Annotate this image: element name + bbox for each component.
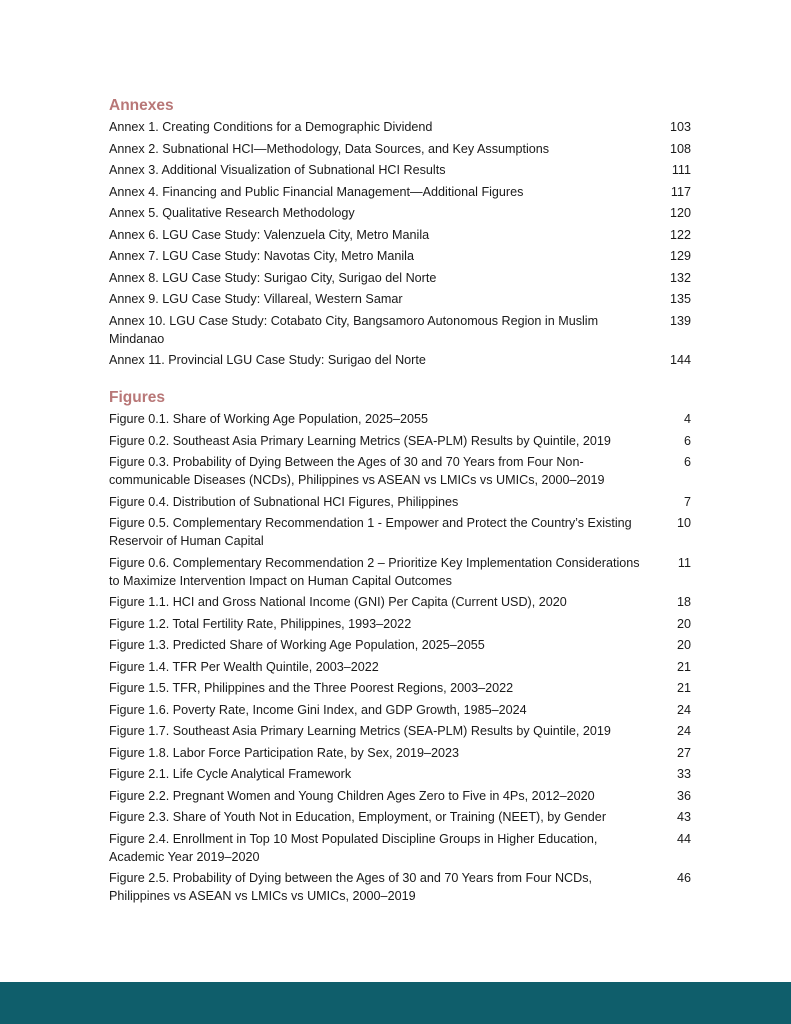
toc-entry[interactable] — [109, 514, 691, 550]
toc-entry[interactable] — [109, 312, 691, 348]
toc-entry-page-number: 120 — [669, 206, 691, 220]
toc-entry[interactable] — [109, 593, 691, 611]
toc-entry[interactable] — [109, 453, 691, 489]
toc-entry[interactable] — [109, 410, 691, 428]
toc-entry[interactable] — [109, 226, 691, 244]
toc-entry-page-number: 36 — [676, 788, 691, 803]
annexes-list — [109, 118, 691, 369]
toc-entry-page-number: 144 — [669, 353, 691, 367]
toc-entry-page-number: 139 — [669, 313, 691, 328]
toc-entry-page-number: 6 — [683, 455, 691, 469]
toc-entry-page-number: 7 — [683, 494, 691, 509]
toc-entry[interactable] — [109, 679, 691, 697]
toc-entry-title: Figure 1.8. Labor Force Participation Rate, by Sex, 2019–2023 — [109, 745, 460, 760]
toc-entry[interactable] — [109, 765, 691, 783]
toc-entry[interactable] — [109, 615, 691, 633]
toc-entry-page-number: 46 — [676, 871, 691, 885]
figures-section — [109, 388, 691, 905]
toc-entry-title: Figure 0.6. Complementary Recommendation 2 – Prioritize Key Implementation Considerations to Maximize Intervention Impact on Human Capital Outcomes — [109, 555, 640, 588]
footer-band — [0, 982, 791, 1024]
toc-entry-title: Figure 0.3. Probability of Dying Between the Ages of 30 and 70 Years from Four Non-communicable Diseases (NCDs), Philippines vs ASEAN vs LMICs vs UMICs, 2000–2019 — [109, 455, 605, 487]
toc-entry[interactable] — [109, 140, 691, 158]
toc-entry[interactable] — [109, 787, 691, 805]
figures-list — [109, 410, 691, 905]
toc-entry-page-number: 108 — [669, 141, 691, 156]
toc-entry-page-number: 43 — [676, 810, 691, 824]
toc-entry-title: Figure 1.1. HCI and Gross National Income (GNI) Per Capita (Current USD), 2020 — [109, 595, 567, 609]
toc-entry[interactable] — [109, 269, 691, 287]
toc-entry[interactable] — [109, 183, 691, 201]
annexes-heading: Annexes — [109, 97, 174, 114]
toc-entry-page-number: 132 — [669, 270, 691, 285]
toc-entry-title: Figure 2.4. Enrollment in Top 10 Most Populated Discipline Groups in Higher Education, Academic Year 2019–2020 — [109, 831, 598, 864]
toc-entry[interactable] — [109, 161, 691, 179]
toc-entry-title: Annex 9. LGU Case Study: Villareal, Western Samar — [109, 292, 403, 306]
toc-entry[interactable] — [109, 869, 691, 905]
toc-entry[interactable] — [109, 290, 691, 308]
toc-entry[interactable] — [109, 432, 691, 450]
toc-entry-page-number: 11 — [677, 555, 691, 570]
toc-entry[interactable] — [109, 554, 691, 590]
toc-entry[interactable] — [109, 722, 691, 740]
toc-entry-title: Annex 11. Provincial LGU Case Study: Surigao del Norte — [109, 353, 426, 367]
toc-entry-title: Figure 0.2. Southeast Asia Primary Learning Metrics (SEA-PLM) Results by Quintile, 2019 — [109, 433, 611, 448]
toc-entry[interactable] — [109, 636, 691, 654]
toc-entry-page-number: 33 — [676, 767, 691, 781]
toc-entry-page-number: 122 — [669, 227, 691, 242]
toc-entry-page-number: 20 — [676, 638, 691, 652]
toc-entry[interactable] — [109, 744, 691, 762]
toc-entry[interactable] — [109, 658, 691, 676]
toc-entry[interactable] — [109, 830, 691, 866]
toc-entry-title: Annex 2. Subnational HCI—Methodology, Data Sources, and Key Assumptions — [109, 141, 550, 156]
toc-entry-title: Annex 10. LGU Case Study: Cotabato City, Bangsamoro Autonomous Region in Muslim Mindanao — [109, 313, 599, 346]
toc-entry[interactable] — [109, 808, 691, 826]
toc-entry-title: Figure 2.5. Probability of Dying between the Ages of 30 and 70 Years from Four NCDs, Philippines vs ASEAN vs LMICs vs UMICs, 2000–2019 — [109, 871, 593, 903]
toc-entry-page-number: 21 — [676, 659, 691, 674]
toc-entry-page-number: 10 — [676, 516, 691, 530]
toc-entry-title: Figure 1.4. TFR Per Wealth Quintile, 2003–2022 — [109, 659, 379, 674]
toc-entry-title: Figure 0.5. Complementary Recommendation 1 - Empower and Protect the Country’s Existing Reservoir of Human Capital — [109, 516, 632, 548]
toc-entry-page-number: 27 — [676, 745, 691, 760]
toc-entry-title: Figure 1.3. Predicted Share of Working Age Population, 2025–2055 — [109, 638, 485, 652]
toc-entry[interactable] — [109, 701, 691, 719]
toc-entry-page-number: 4 — [683, 412, 691, 426]
toc-entry-title: Figure 2.1. Life Cycle Analytical Framework — [109, 767, 352, 781]
toc-entry-page-number: 21 — [676, 681, 691, 695]
toc-entry-title: Figure 0.1. Share of Working Age Population, 2025–2055 — [109, 412, 429, 426]
toc-entry-title: Figure 2.3. Share of Youth Not in Education, Employment, or Training (NEET), by Gender — [109, 810, 607, 824]
toc-entry-title: Annex 7. LGU Case Study: Navotas City, Metro Manila — [109, 249, 414, 263]
annexes-section — [109, 96, 691, 369]
toc-entry-page-number: 111 — [671, 163, 691, 177]
toc-entry-title: Annex 3. Additional Visualization of Subnational HCI Results — [109, 163, 446, 177]
toc-entry-page-number: 103 — [669, 120, 691, 134]
toc-entry-title: Annex 8. LGU Case Study: Surigao City, Surigao del Norte — [109, 270, 437, 285]
table-of-contents — [109, 96, 691, 909]
toc-entry-title: Figure 0.4. Distribution of Subnational HCI Figures, Philippines — [109, 494, 459, 509]
figures-heading: Figures — [109, 389, 165, 406]
toc-entry-page-number: 18 — [676, 595, 691, 609]
toc-entry-page-number: 129 — [669, 249, 691, 263]
toc-entry-page-number: 44 — [676, 831, 691, 846]
toc-entry-page-number: 20 — [676, 616, 691, 631]
toc-entry-title: Figure 1.2. Total Fertility Rate, Philippines, 1993–2022 — [109, 616, 412, 631]
toc-entry-title: Figure 2.2. Pregnant Women and Young Children Ages Zero to Five in 4Ps, 2012–2020 — [109, 788, 595, 803]
toc-entry-page-number: 117 — [670, 184, 691, 199]
toc-entry-title: Figure 1.7. Southeast Asia Primary Learning Metrics (SEA-PLM) Results by Quintile, 2019 — [109, 724, 611, 738]
toc-entry[interactable] — [109, 204, 691, 222]
toc-entry-title: Annex 5. Qualitative Research Methodology — [109, 206, 355, 220]
toc-entry-page-number: 135 — [669, 292, 691, 306]
toc-entry-title: Figure 1.6. Poverty Rate, Income Gini Index, and GDP Growth, 1985–2024 — [109, 702, 527, 717]
toc-entry-page-number: 6 — [683, 433, 691, 448]
toc-entry-title: Annex 4. Financing and Public Financial Management—Additional Figures — [109, 184, 524, 199]
toc-entry[interactable] — [109, 118, 691, 136]
toc-entry-title: Annex 1. Creating Conditions for a Demographic Dividend — [109, 120, 433, 134]
toc-entry-title: Annex 6. LGU Case Study: Valenzuela City, Metro Manila — [109, 227, 430, 242]
toc-entry[interactable] — [109, 247, 691, 265]
toc-entry-title: Figure 1.5. TFR, Philippines and the Three Poorest Regions, 2003–2022 — [109, 681, 514, 695]
toc-entry[interactable] — [109, 493, 691, 511]
toc-entry[interactable] — [109, 351, 691, 369]
toc-entry-page-number: 24 — [676, 702, 691, 717]
toc-entry-page-number: 24 — [676, 724, 691, 738]
